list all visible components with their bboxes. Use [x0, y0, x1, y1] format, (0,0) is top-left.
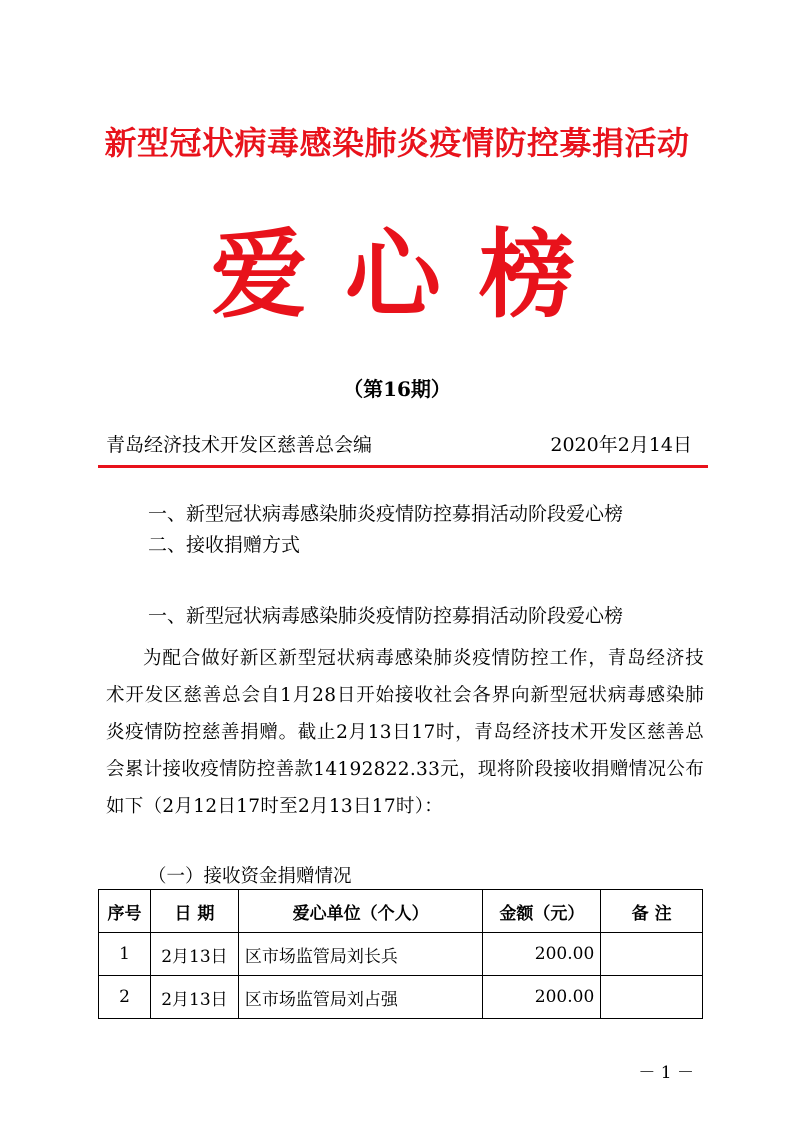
- cell-date: 2月13日: [150, 933, 238, 976]
- cell-donor: 区市场监管局刘占强: [238, 976, 483, 1019]
- cell-amount: 200.00: [483, 976, 601, 1019]
- big-title: 爱心榜: [211, 218, 613, 331]
- toc-item-1: 一、新型冠状病毒感染肺炎疫情防控募捐活动阶段爱心榜: [148, 503, 624, 525]
- cell-date: 2月13日: [150, 976, 238, 1019]
- header-date: 日 期: [150, 890, 238, 933]
- cell-note: [601, 933, 703, 976]
- page-number: － 1 －: [638, 1063, 694, 1083]
- toc-item-2: 二、接收捐赠方式: [148, 534, 301, 556]
- header-donor: 爱心单位（个人）: [238, 890, 483, 933]
- table-row: [99, 976, 703, 1019]
- red-divider: [98, 465, 708, 468]
- publish-date: 2020年2月14日: [550, 434, 692, 456]
- cell-donor: 区市场监管局刘长兵: [238, 933, 483, 976]
- header-amount: 金额（元）: [483, 890, 601, 933]
- section-heading: 一、新型冠状病毒感染肺炎疫情防控募捐活动阶段爱心榜: [148, 605, 624, 627]
- cell-no: 2: [99, 976, 151, 1019]
- table-subheading: （一）接收资金捐赠情况: [148, 866, 352, 887]
- cell-amount: 200.00: [483, 933, 601, 976]
- body-paragraph: 为配合做好新区新型冠状病毒感染肺炎疫情防控工作，青岛经济技术开发区慈善总会自1月28日开始接收社会各界向新型冠状病毒感染肺炎疫情防控慈善捐赠。截止2月13日17时，青岛经济技术开发区慈善总会累计接收疫情防控善款14192822.33元，现将阶段接收捐赠情况公布如下（2月12日17时至2月13日17时）：: [106, 648, 704, 817]
- header-no: 序号: [99, 890, 151, 933]
- cell-note: [601, 976, 703, 1019]
- table-row: [99, 933, 703, 976]
- issue-number: （第16期）: [343, 377, 451, 401]
- header-note: 备 注: [601, 890, 703, 933]
- table-header-row: [99, 890, 703, 933]
- donation-table: [98, 889, 703, 1019]
- cell-no: 1: [99, 933, 151, 976]
- editor-line: 青岛经济技术开发区慈善总会编: [106, 434, 373, 456]
- document-title: 新型冠状病毒感染肺炎疫情防控募捐活动: [104, 124, 690, 162]
